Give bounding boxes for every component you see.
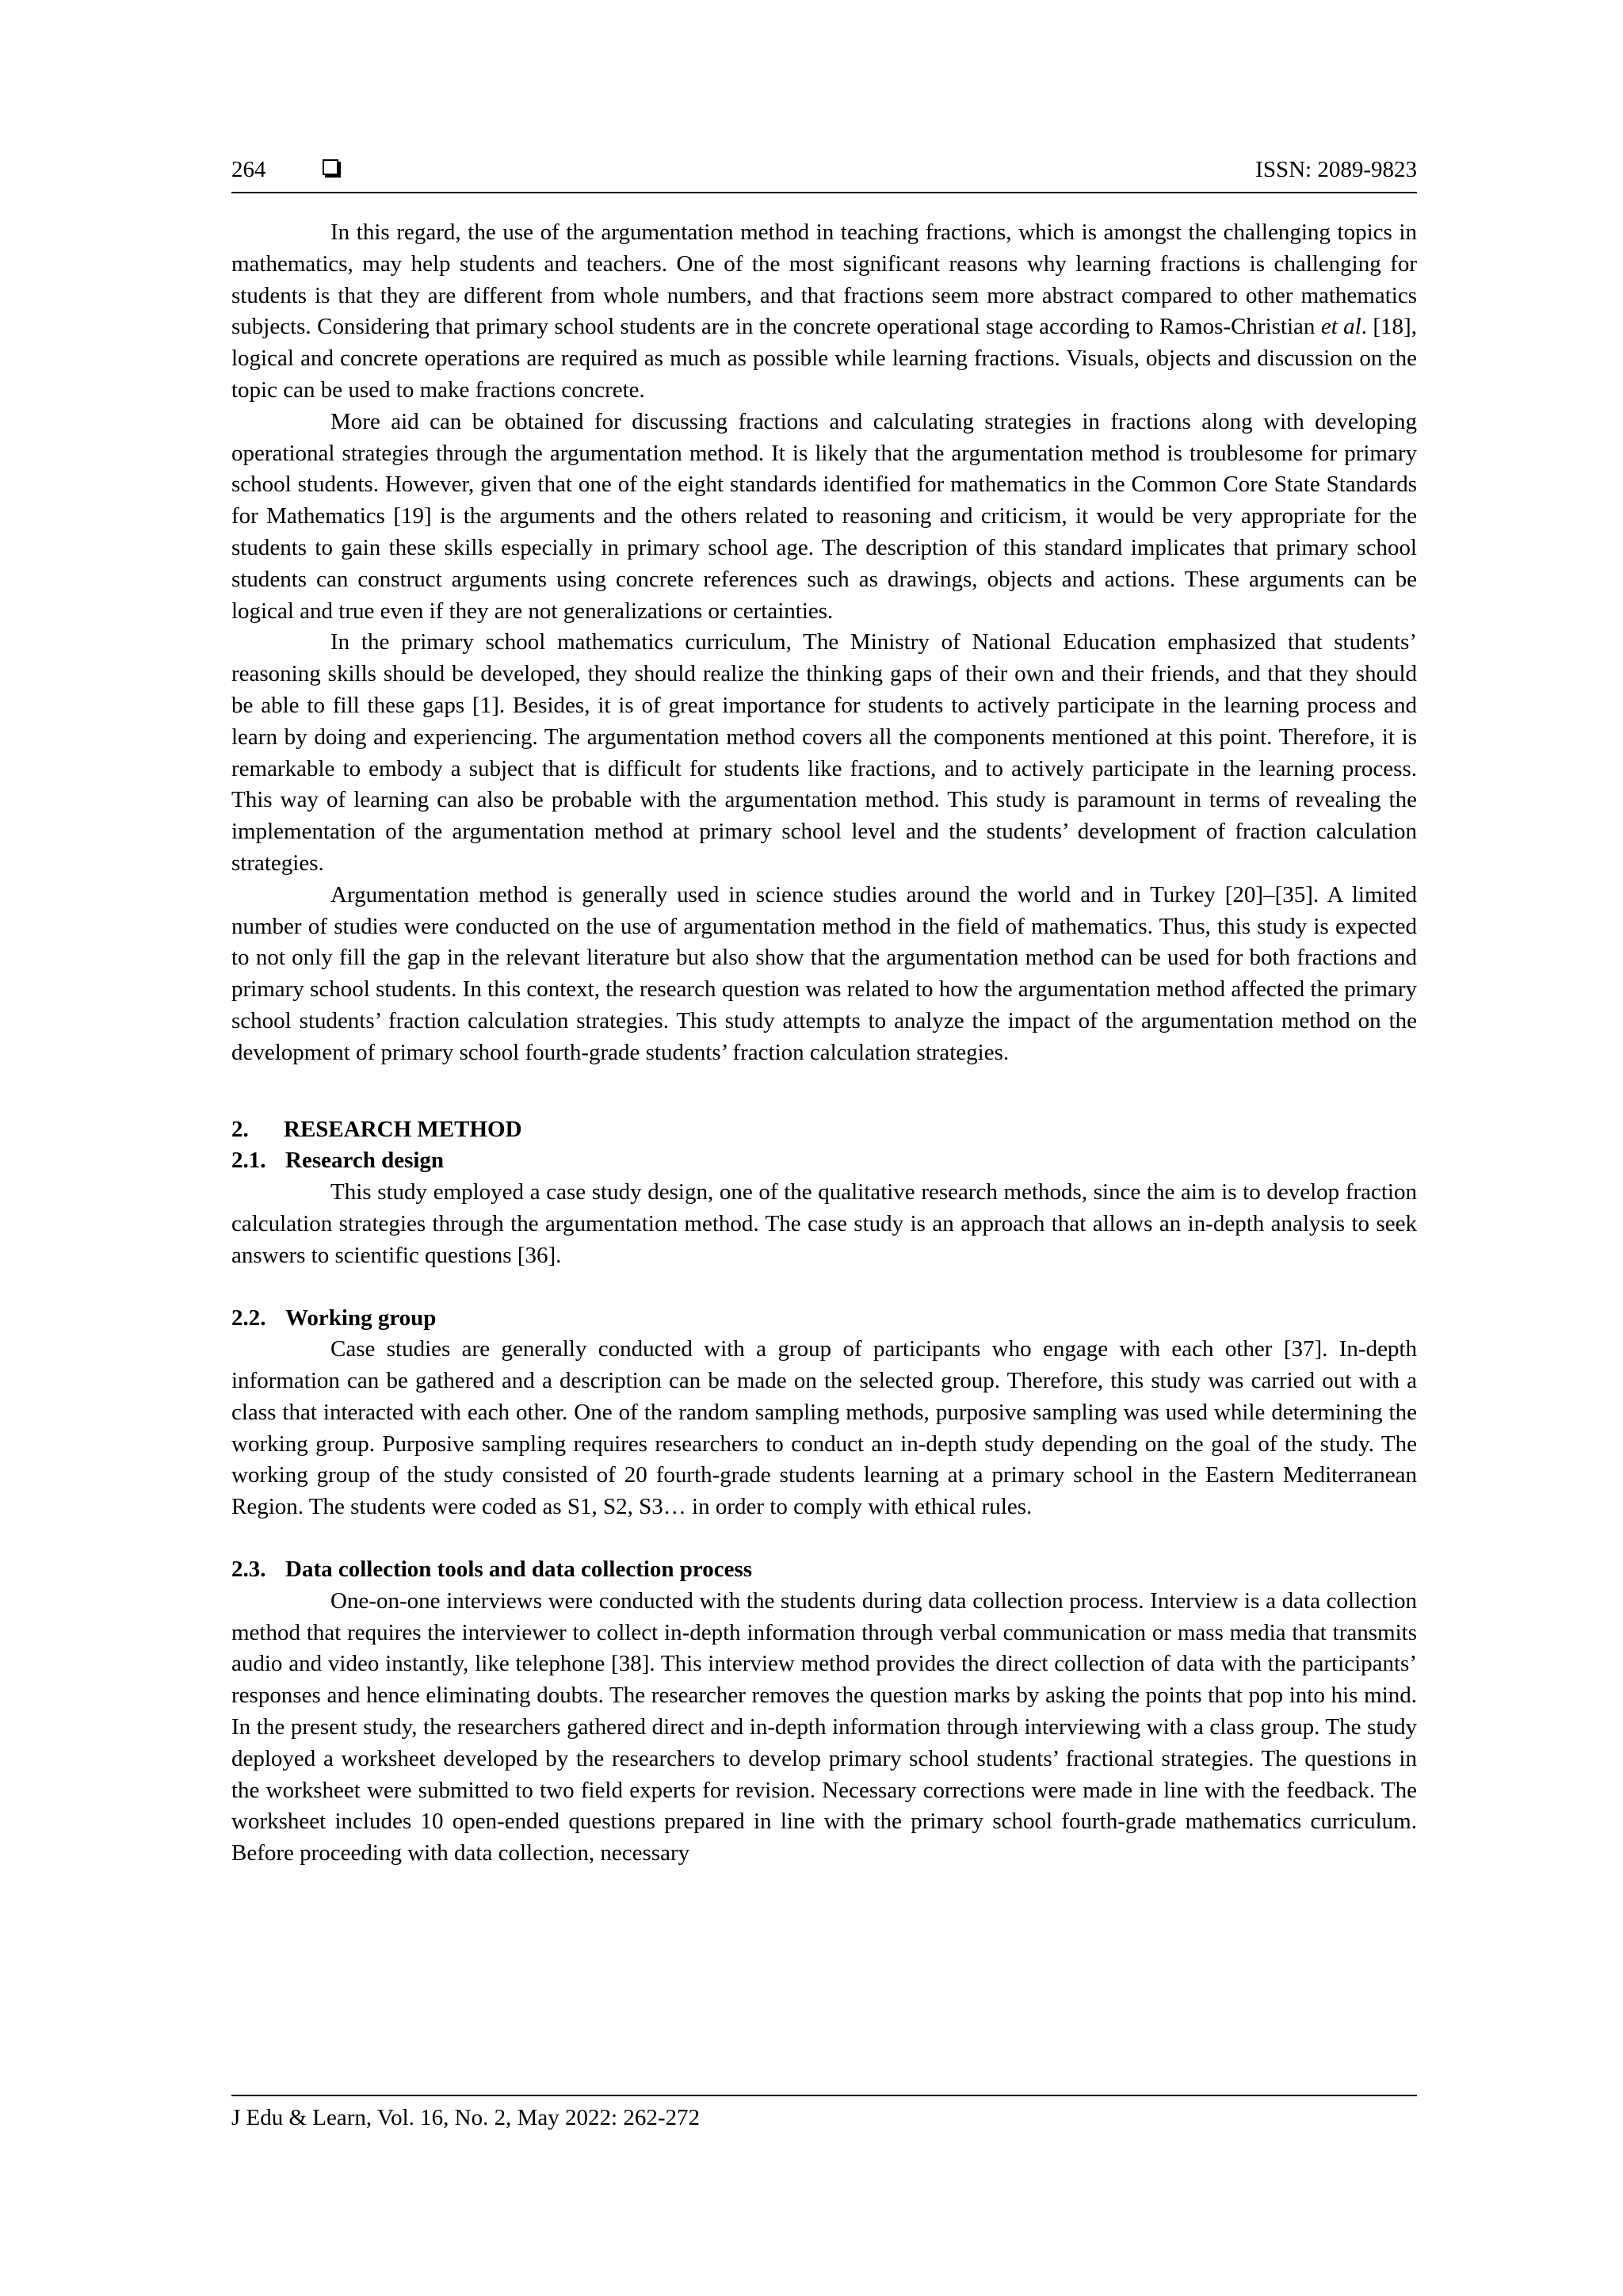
body-paragraph: This study employed a case study design, one of the qualitative research methods, since the aim is to develop fraction calculation strategies through the argumentation method. The case study is an approach that allows an in-depth analysis to seek answers to scientific questions [36].	[231, 1179, 1417, 1268]
footer-citation: J Edu & Learn, Vol. 16, No. 2, May 2022: 262-272	[231, 2105, 700, 2130]
subsection-heading	[231, 1145, 1417, 1177]
page-number: 264	[231, 157, 266, 182]
body-paragraph: In this regard, the use of the argumentation method in teaching fractions, which is amongst the challenging topics in mathematics, may help students and teachers. One of the most significant reasons why learning fractions is challenging for students is that they are different from whole numbers, and that fractions seem more abstract compared to other mathematics subjects. Considering that primary school students are in the concrete operational stage according to Ramos-Christian et al. [18], logical and concrete operations are required as much as possible while learning fractions. Visuals, objects and discussion on the topic can be used to make fractions concrete.	[231, 220, 1417, 403]
subsection-title: Working group	[285, 1305, 437, 1331]
article-body	[231, 217, 1417, 1870]
subsection-heading	[231, 1303, 1417, 1335]
running-header	[231, 152, 1417, 187]
section-heading	[231, 1114, 1417, 1146]
body-paragraph: Case studies are generally conducted with a group of participants who engage with each other [37]. In-depth information can be gathered and a description can be made on the selected group. Therefore, this study was carried out with a class that interacted with each other. One of the random sampling methods, purposive sampling was used while determining the working group. Purposive sampling requires researchers to conduct an in-depth study depending on the goal of the study. The working group of the study consisted of 20 fourth-grade students learning at a primary school in the Eastern Mediterranean Region. The students were coded as S1, S2, S3… in order to comply with ethical rules.	[231, 1336, 1417, 1520]
body-paragraph: One-on-one interviews were conducted with the students during data collection process. Interview is a data collection method that requires the interviewer to collect in-depth information through verbal communication or mass media that transmits audio and video instantly, like telephone [38]. This interview method provides the direct collection of data with the participants’ responses and hence eliminating doubts. The researcher removes the question marks by asking the points that pop into his mind. In the present study, the researchers gathered direct and in-depth information through interviewing with a class group. The study deployed a worksheet developed by the researchers to develop primary school students’ fractional strategies. The questions in the worksheet were submitted to two field experts for revision. Necessary corrections were made in line with the feedback. The worksheet includes 10 open-ended questions prepared in line with the primary school fourth-grade mathematics curriculum. Before proceeding with data collection, necessary	[231, 1587, 1417, 1866]
header-divider	[231, 192, 1417, 193]
subsection-title: Research design	[285, 1148, 445, 1174]
body-paragraph: In the primary school mathematics curriculum, The Ministry of National Education emphasized that students’ reasoning skills should be developed, they should realize the thinking gaps of their own and their friends, and that they should be able to fill these gaps [1]. Besides, it is of great importance for students to actively participate in the learning process and learn by doing and experiencing. The argumentation method covers all the components mentioned at this point. Therefore, it is remarkable to embody a subject that is difficult for students like fractions, and to actively participate in the learning process. This way of learning can also be probable with the argumentation method. This study is paramount in terms of revealing the implementation of the argumentation method at primary school level and the students’ development of fraction calculation strategies.	[231, 629, 1417, 876]
subsection-heading	[231, 1554, 1417, 1586]
subsection-number: 2.3.	[231, 1557, 266, 1583]
section-number: 2.	[231, 1116, 249, 1142]
body-paragraph: More aid can be obtained for discussing fractions and calculating strategies in fractions along with developing operational strategies through the argumentation method. It is likely that the argumentation method is troublesome for primary school students. However, given that one of the eight standards identified for mathematics in the Common Core State Standards for Mathematics [19] is the arguments and the others related to reasoning and criticism, it would be very appropriate for the students to gain these skills especially in primary school age. The description of this standard implicates that primary school students can construct arguments using concrete references such as drawings, objects and actions. These arguments can be logical and true even if they are not generalizations or certainties.	[231, 408, 1417, 624]
checkbox-square-icon	[323, 159, 338, 175]
subsection-number: 2.2.	[231, 1305, 266, 1331]
subsection-title: Data collection tools and data collection process	[285, 1557, 753, 1583]
footer-divider	[231, 2095, 1417, 2096]
issn-label: ISSN: 2089-9823	[1255, 157, 1417, 182]
section-title: RESEARCH METHOD	[284, 1116, 522, 1142]
subsection-number: 2.1.	[231, 1148, 266, 1174]
body-paragraph: Argumentation method is generally used in science studies around the world and in Turkey [20]–[35]. A limited number of studies were conducted on the use of argumentation method in the field of mathematics. Thus, this study is expected to not only fill the gap in the relevant literature but also show that the argumentation method can be used for both fractions and primary school students. In this context, the research question was related to how the argumentation method affected the primary school students’ fraction calculation strategies. This study attempts to analyze the impact of the argumentation method on the development of primary school fourth-grade students’ fraction calculation strategies.	[231, 881, 1417, 1065]
